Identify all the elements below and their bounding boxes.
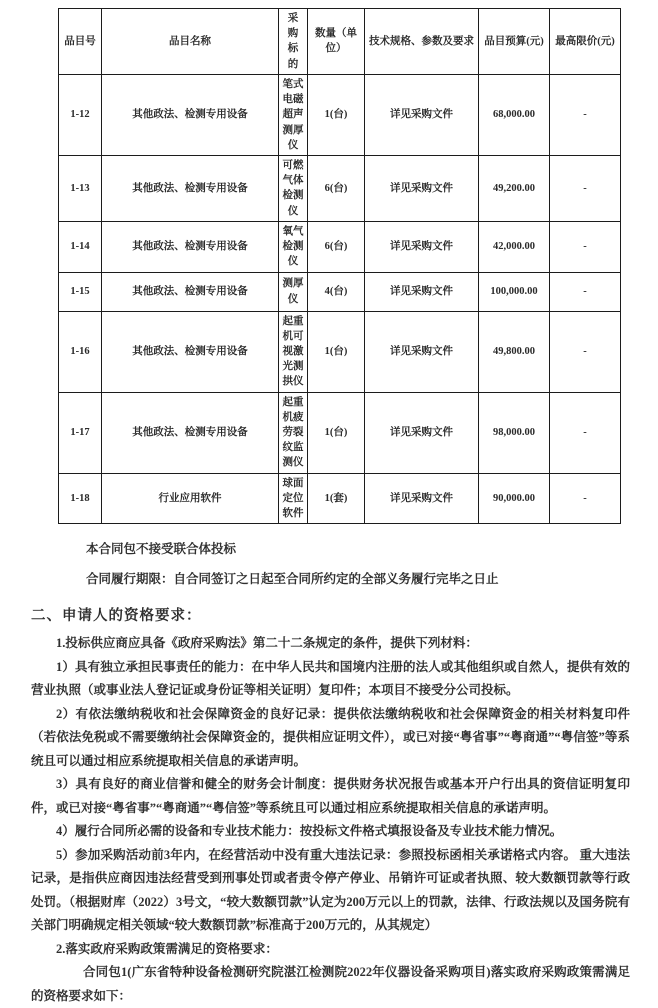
cell-spec: 详见采购文件	[365, 272, 479, 311]
cell-spec: 详见采购文件	[365, 473, 479, 524]
cell-item-name: 其他政法、检测专用设备	[102, 311, 279, 392]
table-header-row	[59, 9, 621, 75]
note-no-consortium: 本合同包不接受联合体投标	[86, 542, 237, 557]
cell-budget: 49,800.00	[479, 311, 550, 392]
col-header-target	[279, 9, 308, 75]
cell-item-no: 1-18	[59, 473, 102, 524]
paragraph-qualification-intro: 1.投标供应商应具备《政府采购法》第二十二条规定的条件，提供下列材料：	[56, 636, 478, 651]
col-header-qty: 数量（单位）	[308, 9, 365, 75]
cell-qty: 1(台)	[308, 311, 365, 392]
cell-item-no: 1-13	[59, 155, 102, 221]
paragraph-contract-package-1: 合同包1(广东省特种设备检测研究院湛江检测院2022年仪器设备采购项目)落实政府采购政策需满足的资格要求如下：	[31, 965, 630, 1003]
procurement-items-table	[58, 8, 621, 524]
cell-max-price: -	[550, 473, 621, 524]
cell-target: 氧气检测仪	[279, 221, 308, 272]
cell-qty: 1(台)	[308, 392, 365, 473]
table-row	[59, 272, 621, 311]
cell-budget: 90,000.00	[479, 473, 550, 524]
cell-max-price: -	[550, 74, 621, 155]
cell-item-name: 其他政法、检测专用设备	[102, 155, 279, 221]
cell-item-name: 其他政法、检测专用设备	[102, 392, 279, 473]
cell-spec: 详见采购文件	[365, 221, 479, 272]
paragraph-no-major-violations: 5）参加采购活动前3年内，在经营活动中没有重大违法记录：参照投标函相关承诺格式内容。 重大违法记录，是指供应商因违法经营受到刑事处罚或者责令停产停业、吊销许可证或者执照、较大数额罚款等行政处罚。（根据财库（2022）3号文，“较大数额罚款”认定为200万元以上的罚款，法律、行政法规以及国务院有关部门明确规定相关领域“较大数额罚款”标准高于200万元的，从其规定）	[31, 847, 630, 933]
note-contract-duration: 合同履行期限：自合同签订之日起至合同所约定的全部义务履行完毕之日止	[86, 572, 499, 587]
cell-budget: 68,000.00	[479, 74, 550, 155]
cell-qty: 4(台)	[308, 272, 365, 311]
cell-item-no: 1-14	[59, 221, 102, 272]
cell-item-no: 1-12	[59, 74, 102, 155]
cell-budget: 100,000.00	[479, 272, 550, 311]
col-header-item-name: 品目名称	[102, 9, 279, 75]
cell-target: 笔式电磁超声测厚仪	[279, 74, 308, 155]
cell-max-price: -	[550, 272, 621, 311]
col-header-budget: 品目预算(元)	[479, 9, 550, 75]
cell-target: 球面定位软件	[279, 473, 308, 524]
cell-max-price: -	[550, 155, 621, 221]
col-header-target-label: 采购标的	[287, 13, 299, 70]
cell-item-name: 其他政法、检测专用设备	[102, 272, 279, 311]
table-row	[59, 221, 621, 272]
cell-item-no: 1-15	[59, 272, 102, 311]
cell-target: 可燃气体检测仪	[279, 155, 308, 221]
table-row	[59, 473, 621, 524]
col-header-max-price: 最高限价(元)	[550, 9, 621, 75]
cell-target: 起重机可视激光测拱仪	[279, 311, 308, 392]
cell-max-price: -	[550, 311, 621, 392]
section-heading: 二、申请人的资格要求：	[31, 608, 202, 625]
cell-target: 起重机疲劳裂纹监测仪	[279, 392, 308, 473]
cell-spec: 详见采购文件	[365, 392, 479, 473]
cell-item-name: 其他政法、检测专用设备	[102, 221, 279, 272]
paragraph-business-reputation: 3）具有良好的商业信誉和健全的财务会计制度：提供财务状况报告或基本开户行出具的资信证明复印件，或已对接“粤省事”“粤商通”“粤信签”等系统且可以通过相应系统提取相关信息的承诺声明。	[31, 777, 630, 815]
cell-budget: 42,000.00	[479, 221, 550, 272]
cell-max-price: -	[550, 221, 621, 272]
cell-qty: 6(台)	[308, 155, 365, 221]
cell-qty: 6(台)	[308, 221, 365, 272]
cell-spec: 详见采购文件	[365, 155, 479, 221]
cell-qty: 1(台)	[308, 74, 365, 155]
cell-budget: 49,200.00	[479, 155, 550, 221]
paragraph-tax-social-security: 2）有依法缴纳税收和社会保障资金的良好记录：提供依法缴纳税收和社会保障资金的相关材料复印件（若依法免税或不需要缴纳社会保障资金的，提供相应证明文件），或已对接“粤省事”“粤商通”“粤信签”等系统且可以通过相应系统提取相关信息的承诺声明。	[31, 706, 630, 768]
cell-item-name: 行业应用软件	[102, 473, 279, 524]
col-header-item-no: 品目号	[59, 9, 102, 75]
paragraph-equipment-capability: 4）履行合同所必需的设备和专业技术能力：按投标文件格式填报设备及专业技术能力情况。	[56, 824, 563, 839]
cell-item-name: 其他政法、检测专用设备	[102, 74, 279, 155]
cell-max-price: -	[550, 392, 621, 473]
cell-qty: 1(套)	[308, 473, 365, 524]
cell-target: 测厚仪	[279, 272, 308, 311]
paragraph-civil-liability: 1）具有独立承担民事责任的能力：在中华人民共和国境内注册的法人或其他组织或自然人，提供有效的营业执照（或事业法人登记证或身份证等相关证明）复印件；本项目不接受分公司投标。	[31, 659, 630, 698]
table-row	[59, 392, 621, 473]
paragraph-policy-requirements: 2.落实政府采购政策需满足的资格要求：	[56, 941, 278, 956]
cell-budget: 98,000.00	[479, 392, 550, 473]
col-header-spec: 技术规格、参数及要求	[365, 9, 479, 75]
cell-spec: 详见采购文件	[365, 311, 479, 392]
table-row	[59, 311, 621, 392]
cell-item-no: 1-16	[59, 311, 102, 392]
table-row	[59, 74, 621, 155]
cell-item-no: 1-17	[59, 392, 102, 473]
cell-spec: 详见采购文件	[365, 74, 479, 155]
table-row	[59, 155, 621, 221]
